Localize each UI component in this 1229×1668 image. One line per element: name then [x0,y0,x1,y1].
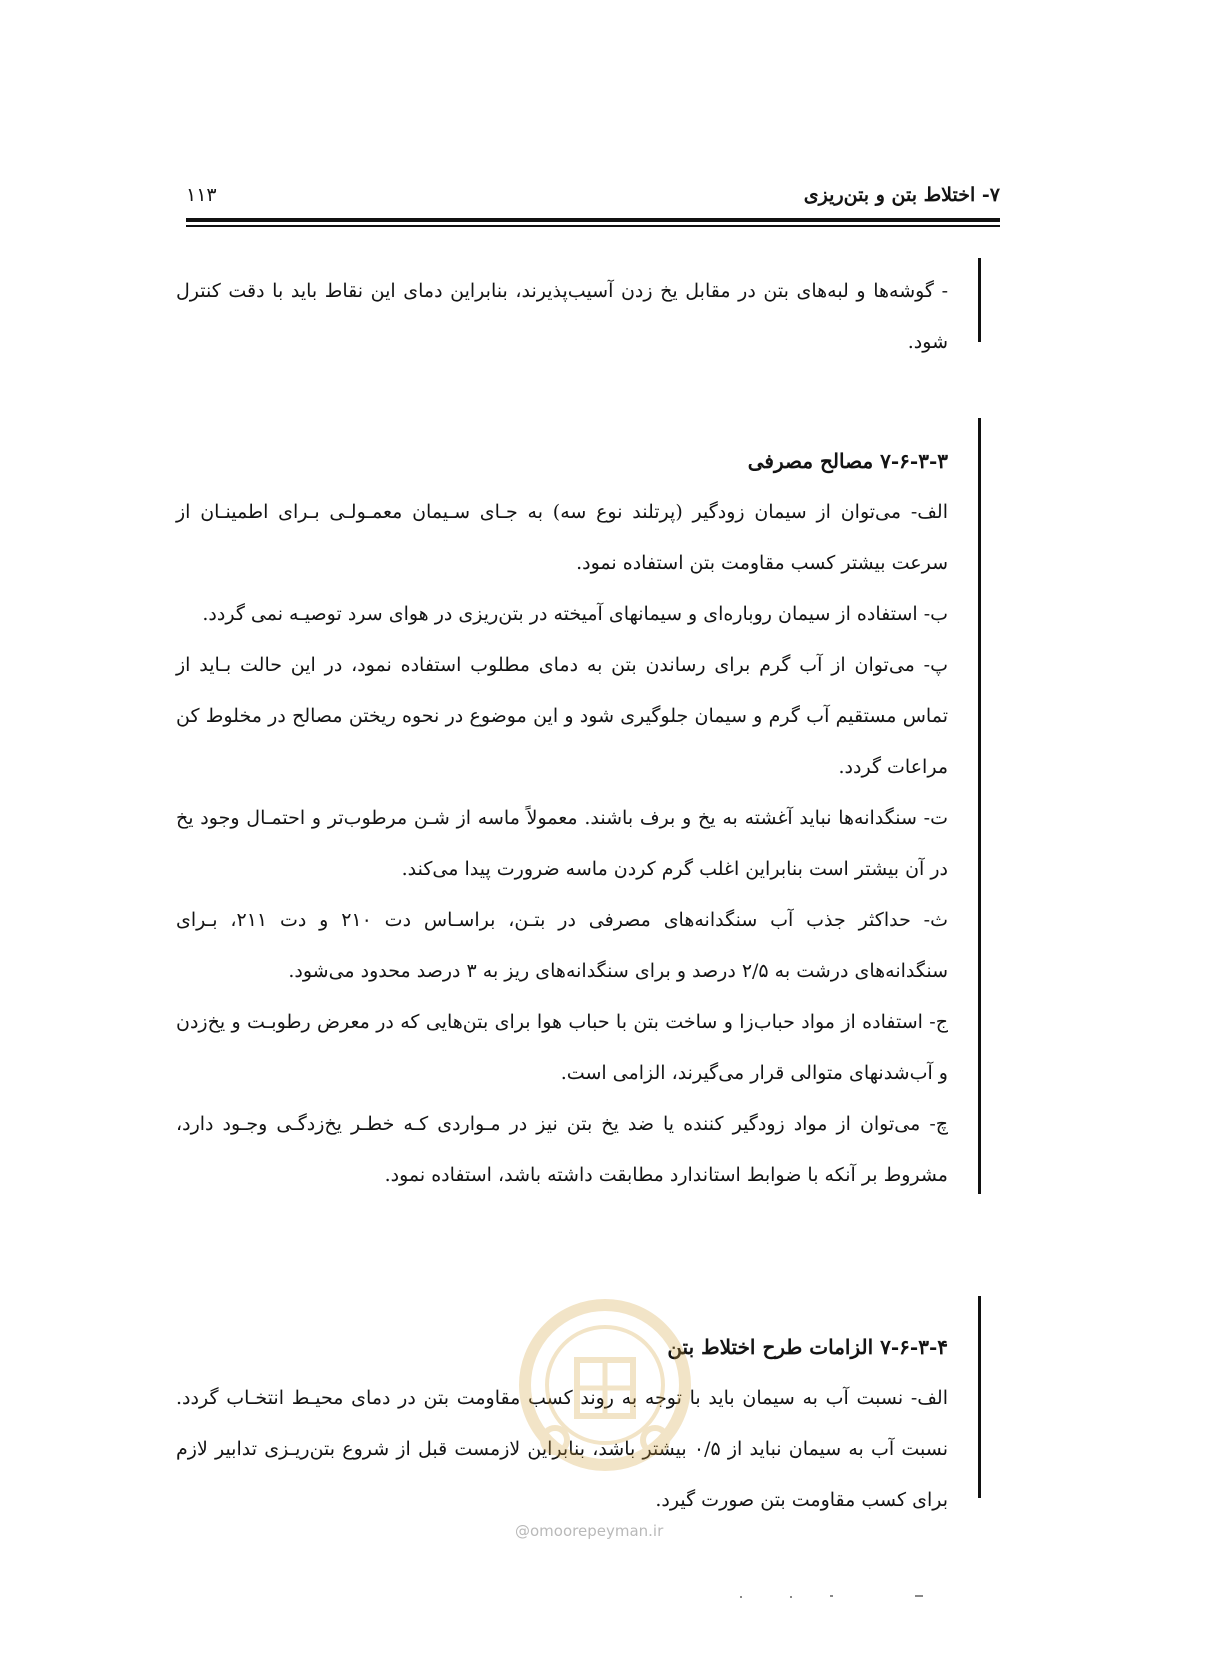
header-rule-thick [186,218,1000,222]
list-item: ب- استفاده از سیمان روباره‌ای و سیمانهای آمیخته در بتن‌ریزی در هوای سرد توصیـه نمی گردد. [202,603,948,625]
change-bar [978,1296,981,1498]
chapter-title: ۷- اختلاط بتن و بتن‌ریزی [803,184,1000,206]
intro-paragraph [176,266,948,368]
list-item: پ- می‌توان از آب گرم برای رساندن بتن به دمای مطلوب استفاده نمود، در این حالت بـاید از تماس مستقیم آب گرم و سیمان جلوگیری شود و این موضوع در نحوه ریختن مصالح در مخلوط کن مراعات گردد. [176,654,948,778]
scan-specks [740,1590,940,1610]
change-bar [978,418,981,1194]
header-rule-thin [186,225,1000,227]
watermark-seal-icon [515,1290,695,1480]
list-item: ت- سنگدانه‌ها نباید آغشته به یخ و برف باشند. معمولاً ماسه از شـن مرطوب‌تر و احتمـال وجود یخ در آن بیشتر است بنابراین اغلب گرم کردن ماسه ضرورت پیدا می‌کند. [176,807,948,880]
section-heading: ۷-۶-۳-۴ الزامات طرح اختلاط بتن [667,1335,948,1359]
running-header [186,184,1000,210]
page-number: ۱۱۳ [186,184,217,206]
list-item: الف- نسبت آب به سیمان باید با توجه به روند کسب مقاومت بتن در دمای محیـط انتخـاب گردد. نسبت آب به سیمان نباید از ۰/۵ بیشتر باشد، بنابراین لازمست قبل از شروع بتن‌ریـزی تدابیر لازم برای کسب مقاومت بتن صورت گیرد. [176,1387,949,1511]
list-item: الف- می‌توان از سیمان زودگیر (پرتلند نوع سه) به جـای سـیمان معمـولـی بـرای اطمینـان از سرعت بیشتر کسب مقاومت بتن استفاده نمود. [176,501,948,574]
list-item: ث- حداکثر جذب آب سنگدانه‌های مصرفی در بتـن، براسـاس دت ۲۱۰ و دت ۲۱۱، بـرای سنگدانه‌های درشت به ۲/۵ درصد و برای سنگدانه‌های ریز به ۳ درصد محدود می‌شود. [176,909,948,982]
list-item: چ- می‌توان از مواد زودگیر کننده یا ضد یخ بتن نیز در مـواردی کـه خطـر یخ‌زدگـی وجـود دارد، مشروط بر آنکه با ضوابط استاندارد مطابقت داشته باشد، استفاده نمود. [176,1113,948,1186]
section-heading: ۷-۶-۳-۳ مصالح مصرفی [747,449,948,473]
list-item: ج- استفاده از مواد حباب‌زا و ساخت بتن با حباب هوا برای بتن‌هایی که در معرض رطوبـت و یخ‌زدن و آب‌شدنهای متوالی قرار می‌گیرند، الزامی است. [176,1011,948,1084]
section-materials [176,436,948,1201]
change-bar [978,258,981,342]
watermark-url: @omoorepeyman.ir [515,1522,664,1540]
paragraph: - گوشه‌ها و لبه‌های بتن در مقابل یخ زدن آسیب‌پذیرند، بنابراین دمای این نقاط باید با دقت کنترل شود. [176,280,948,353]
